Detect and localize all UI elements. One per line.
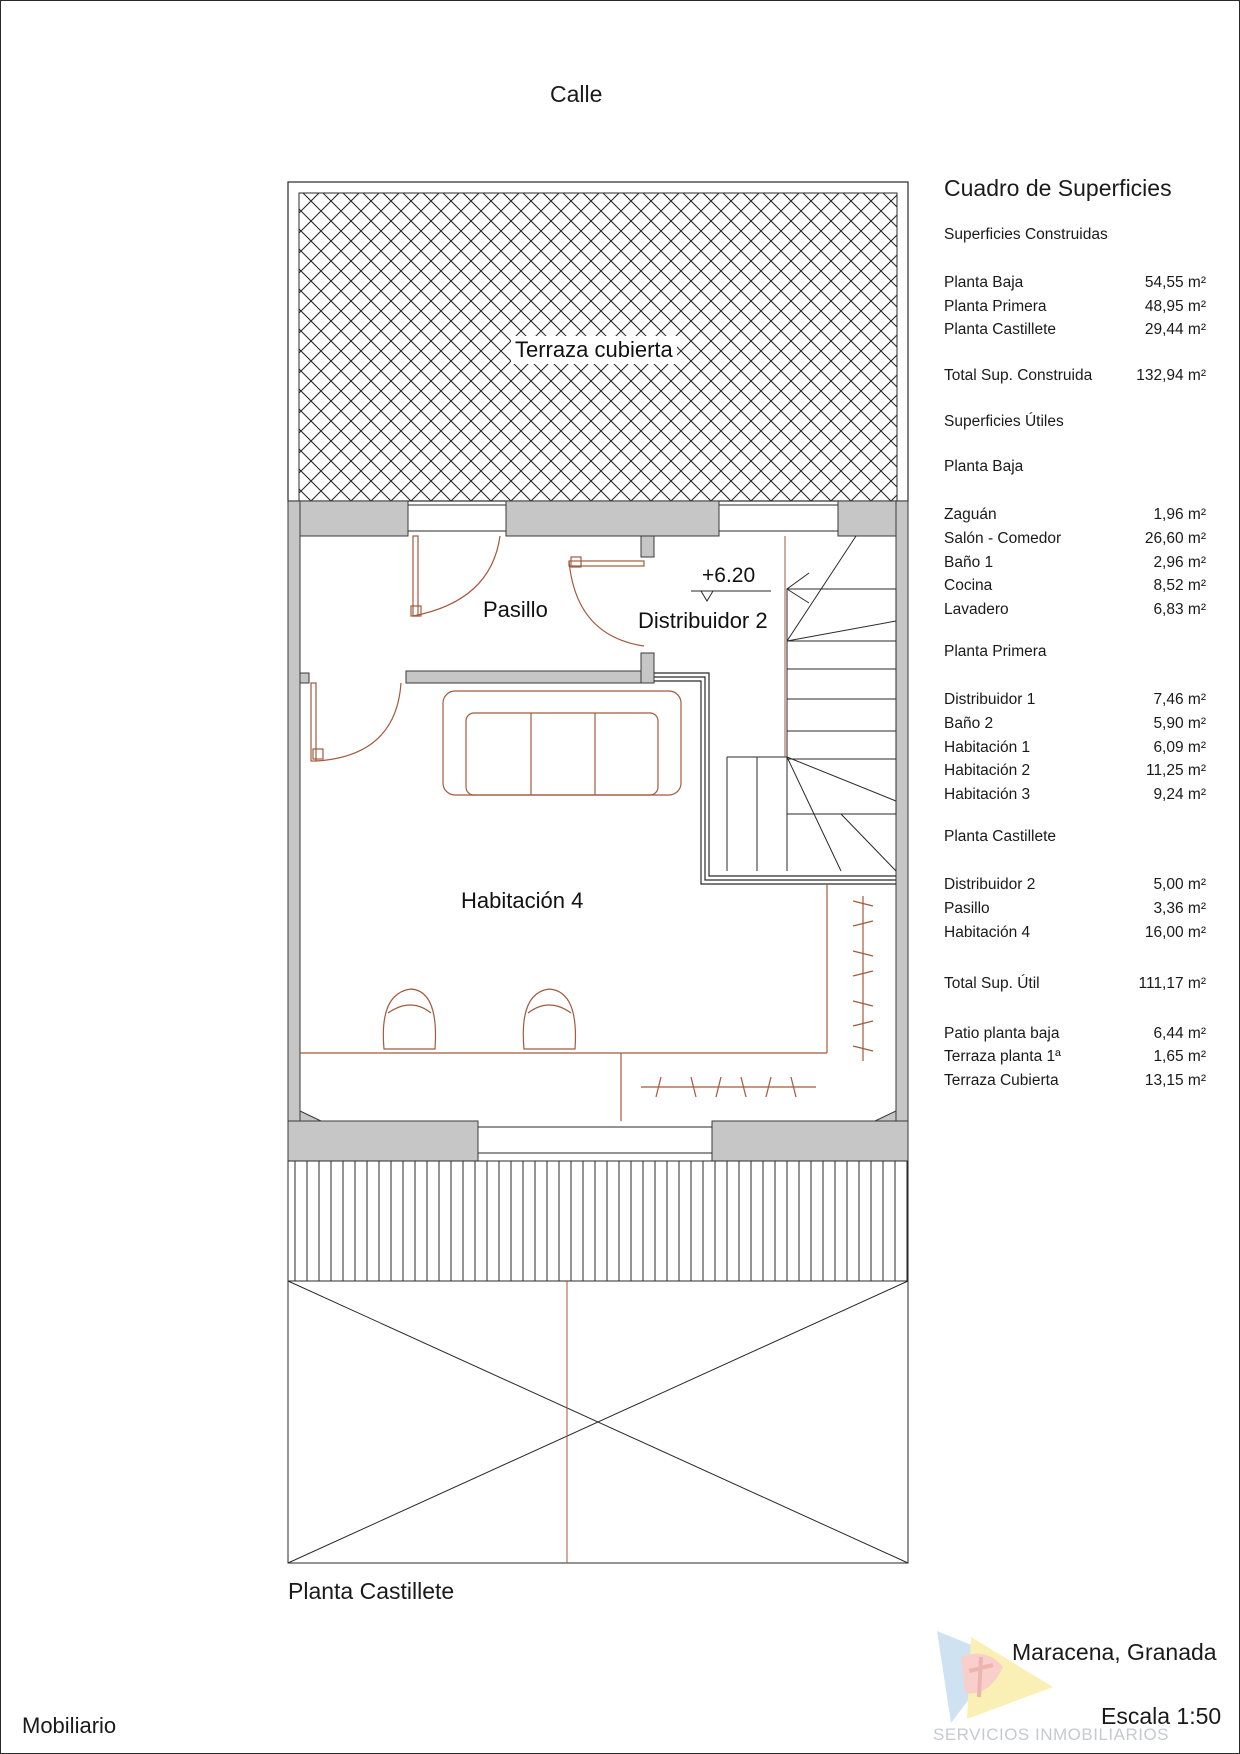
room-label-hallway: Pasillo [483,597,548,622]
table-row: Lavadero 6,83 m² [944,600,1206,618]
room-label-covered-terrace: Terraza cubierta [511,336,677,364]
useful-areas-heading: Superficies Útiles [944,413,1064,431]
table-row: Planta Primera 48,95 m² [944,297,1206,315]
agency-logo-icon [931,1627,1061,1727]
floor-heading-ground: Planta Baja [944,458,1024,476]
wardrobe [641,884,873,1097]
table-row: Baño 2 5,90 m² [944,714,1206,732]
watermark-text: SERVICIOS INMOBILIARIOS [933,1725,1170,1744]
table-row: Baño 1 2,96 m² [944,553,1206,571]
table-row: Habitación 4 16,00 m² [944,923,1206,941]
table-row: Cocina 8,52 m² [944,577,1206,595]
furniture-note: Mobiliario [22,1713,117,1738]
street-label: Calle [550,81,603,107]
room-label-distributor: Distribuidor 2 [638,608,768,633]
void-area [288,1281,908,1563]
built-areas-heading: Superficies Construidas [944,226,1108,243]
table-row: Terraza Cubierta 13,15 m² [944,1071,1206,1089]
table-row: Zaguán 1,96 m² [944,506,1206,524]
table-row: Salón - Comedor 26,60 m² [944,529,1206,547]
table-row: Habitación 2 11,25 m² [944,762,1206,780]
built-total-row: Total Sup. Construida 132,94 m² [944,366,1206,384]
floor-heading-first: Planta Primera [944,643,1047,661]
table-row: Distribuidor 1 7,46 m² [944,691,1206,709]
level-label: +6.20 [702,564,756,587]
table-row: Terraza planta 1ª 1,65 m² [944,1048,1206,1066]
useful-castillete-group [944,873,1206,944]
deck-strip [288,1161,908,1281]
table-row: Habitación 1 6,09 m² [944,738,1206,756]
sofa [443,691,681,795]
areas-table [944,175,1206,1114]
useful-ground-group [944,503,1206,621]
walls [288,501,908,1161]
useful-first-group [944,688,1206,806]
table-row: Pasillo 3,36 m² [944,899,1206,917]
table-row: Planta Castillete 29,44 m² [944,321,1206,339]
areas-table-title: Cuadro de Superficies [944,175,1172,201]
useful-total-row: Total Sup. Útil 111,17 m² [944,975,1206,993]
table-row: Planta Baja 54,55 m² [944,274,1206,291]
location-label: Maracena, Granada [1012,1639,1217,1665]
scale-label: Escala 1:50 [1101,1703,1222,1729]
level-marker [691,591,771,601]
plan-title: Planta Castillete [288,1578,455,1604]
table-row: Habitación 3 9,24 m² [944,785,1206,803]
stair-enclosure [654,673,896,884]
doors [311,536,644,761]
table-row: Distribuidor 2 5,00 m² [944,876,1206,894]
built-areas-group [944,271,1206,342]
extras-group [944,1022,1206,1093]
room-label-bedroom: Habitación 4 [461,888,584,913]
windows [408,505,838,1153]
floor-heading-castillete: Planta Castillete [944,828,1057,846]
desk-and-chairs [300,989,827,1121]
table-row: Patio planta baja 6,44 m² [944,1024,1206,1042]
